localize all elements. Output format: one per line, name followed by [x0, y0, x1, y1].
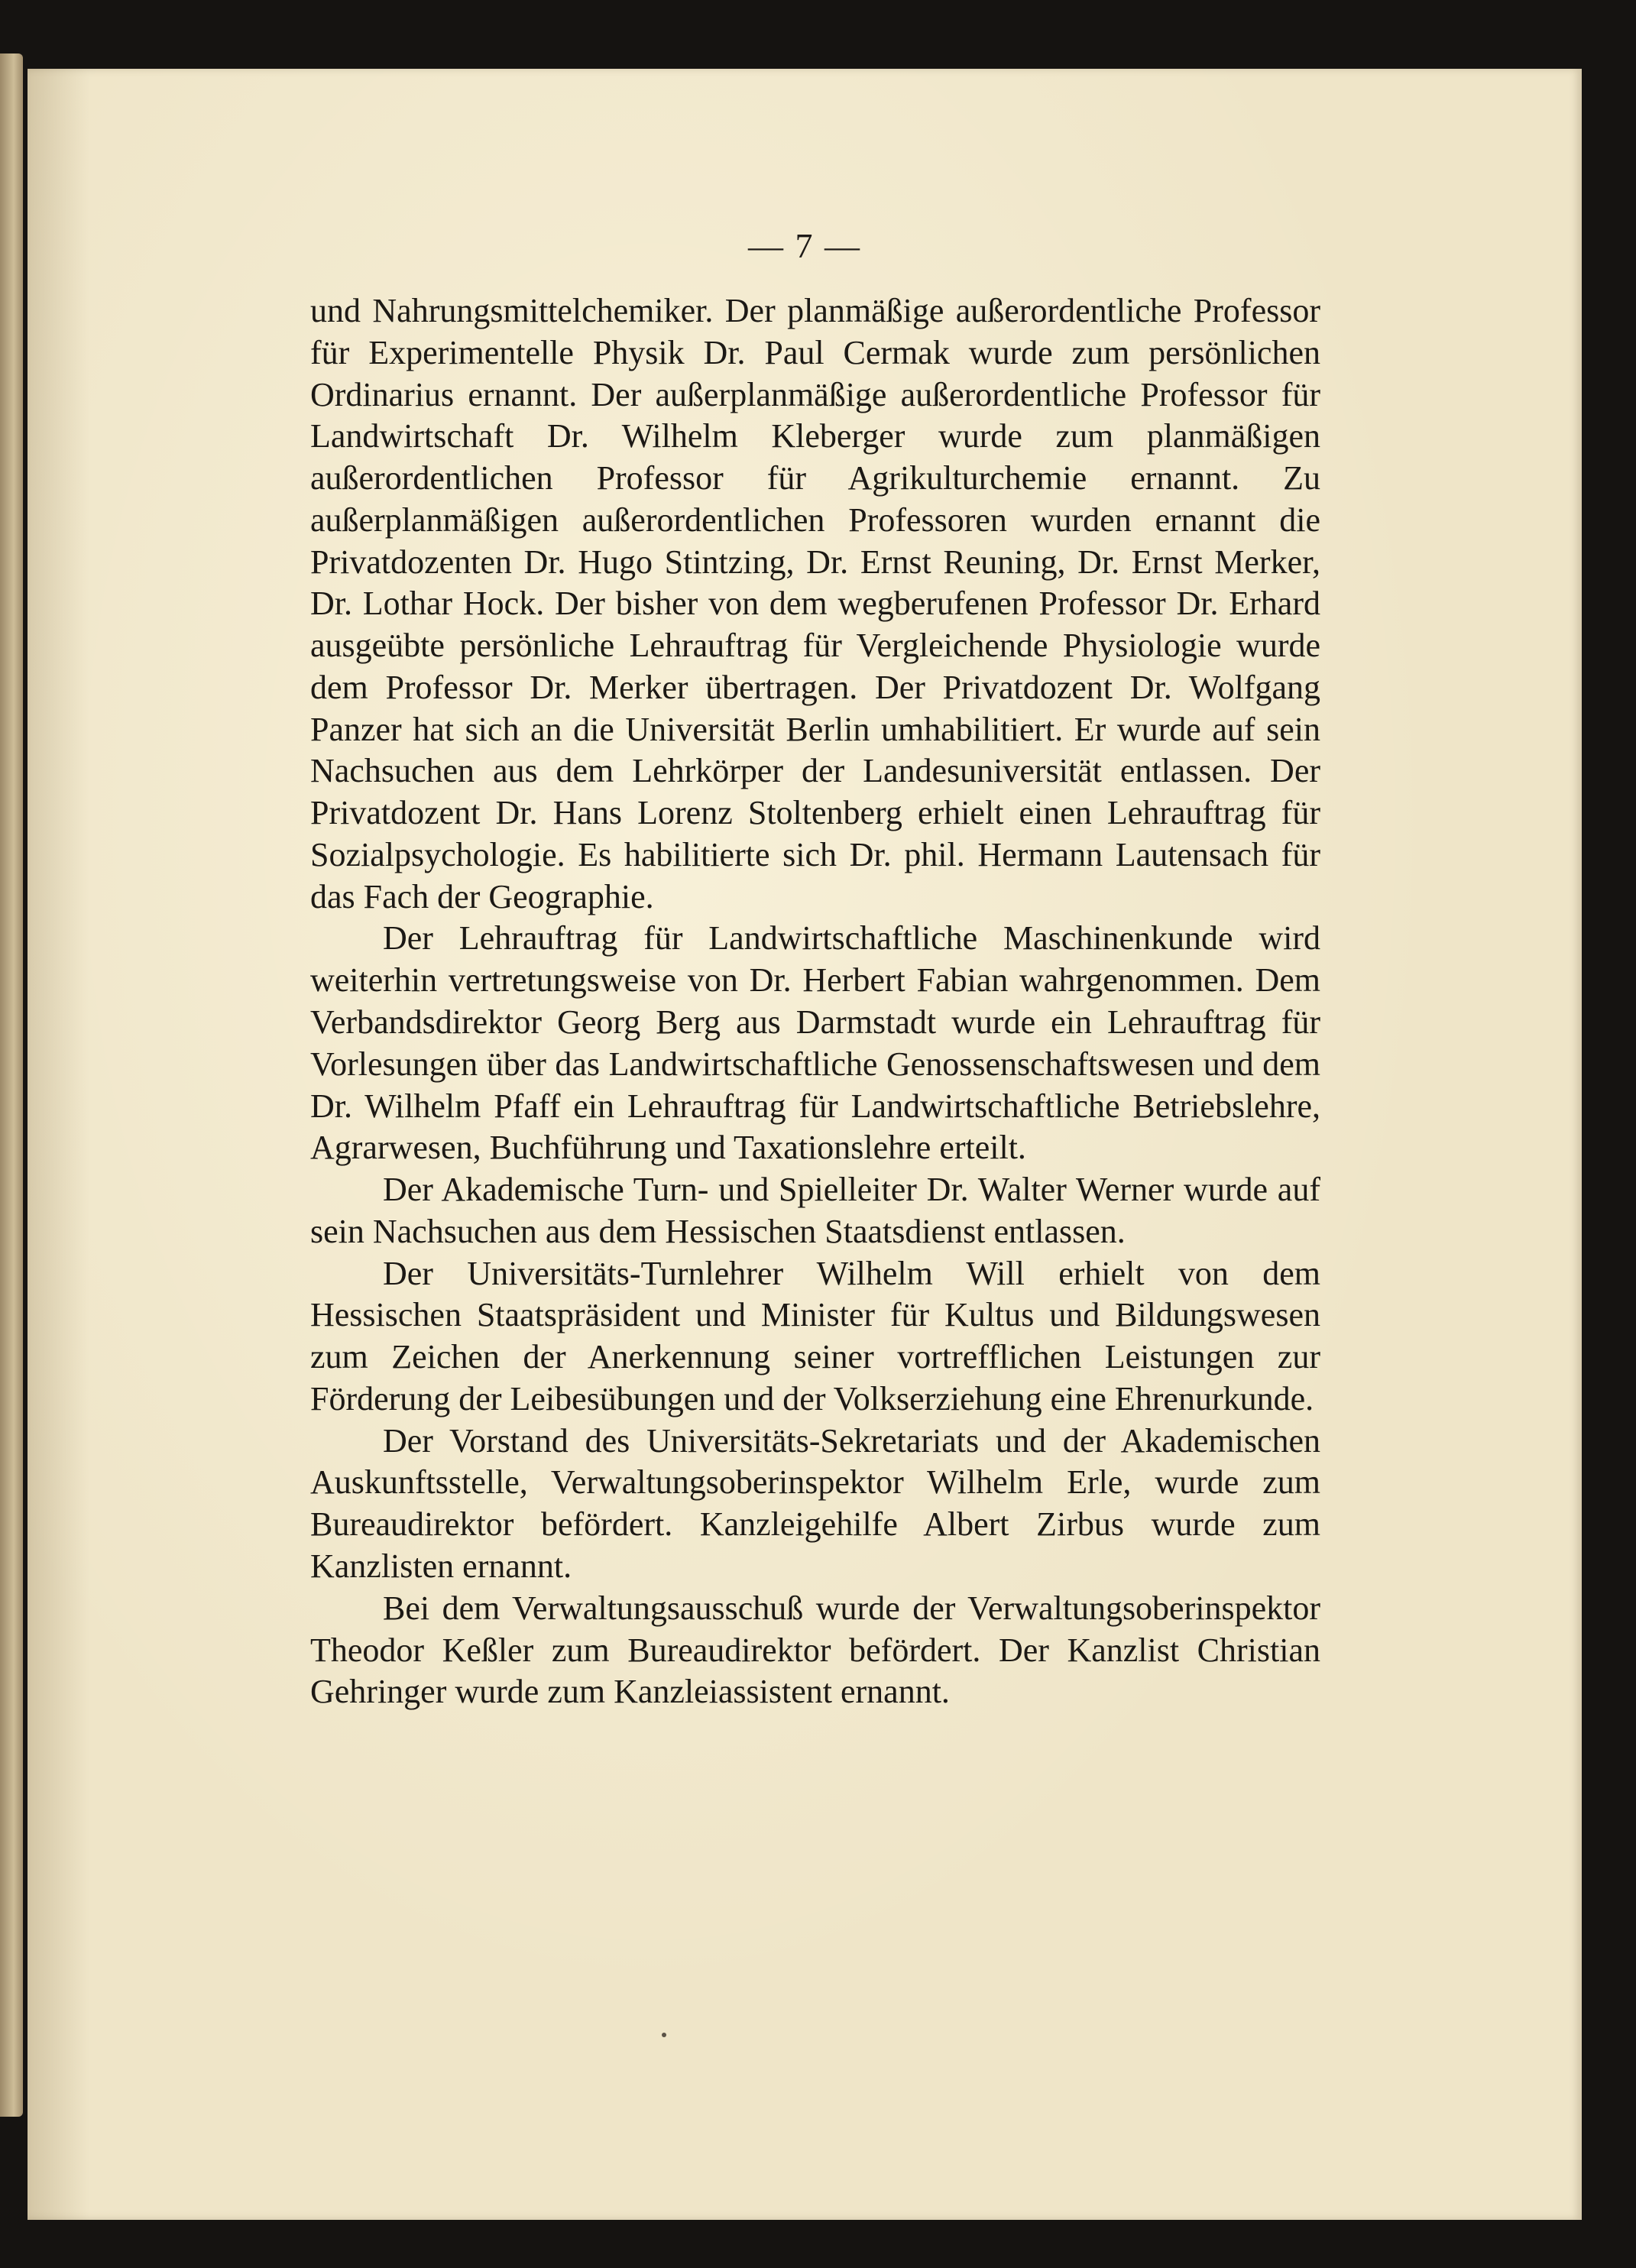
facing-page-edge	[0, 53, 23, 2117]
paragraph-administrative-committee: Bei dem Verwaltungsausschuß wurde der Verwaltungsoberinspektor Theodor Keßler zum Bureaudirektor befördert. Der Kanzlist Christian Gehringer wurde zum Kanzleiassistent ernannt.	[310, 1589, 1320, 1711]
ink-speck	[662, 2033, 666, 2037]
page-number: — 7 —	[748, 226, 861, 265]
paragraph-lectureships: Der Lehrauftrag für Landwirtschaftliche Maschinenkunde wird weiterhin vertretungsweise von Dr. Herbert Fabian wahrgenommen. Dem Verbandsdirektor Georg Berg aus Darmstadt wurde ein Lehrauftrag für Vorlesungen über das Landwirtschaftliche Genossenschaftswesen und dem Dr. Wilhelm Pfaff ein Lehrauftrag für Landwirtschaftliche Betriebslehre, Agrarwesen, Buchführung und Taxationslehre erteilt.	[310, 919, 1320, 1167]
document-page	[28, 69, 1582, 2220]
body-text	[310, 290, 1320, 1713]
paragraph-gymnastics-teacher: Der Universitäts-Turnlehrer Wilhelm Will erhielt von dem Hessischen Staatspräsident und Minister für Kultus und Bildungswesen zum Zeichen der Anerkennung seiner vortrefflichen Leistungen zur Förderung der Leibesübungen und der Volkserziehung eine Ehrenurkunde.	[310, 1254, 1320, 1418]
paragraph-faculty-appointments: und Nahrungsmittelchemiker. Der planmäßige außerordentliche Professor für Experimentelle Physik Dr. Paul Cermak wurde zum persönlichen Ordinarius ernannt. Der außerplanmäßige außerordentliche Professor für Landwirtschaft Dr. Wilhelm Kleberger wurde zum planmäßigen außerordentlichen Professor für Agrikulturchemie ernannt. Zu außerplanmäßigen außerordentlichen Professoren wurden ernannt die Privatdozenten Dr. Hugo Stintzing, Dr. Ernst Reuning, Dr. Ernst Merker, Dr. Lothar Hock. Der bisher von dem wegberufenen Professor Dr. Erhard ausgeübte persönliche Lehrauftrag für Vergleichende Physiologie wurde dem Professor Dr. Merker übertragen. Der Privatdozent Dr. Wolfgang Panzer hat sich an die Universität Berlin umhabilitiert. Er wurde auf sein Nachsuchen aus dem Lehrkörper der Landesuniversität entlassen. Der Privatdozent Dr. Hans Lorenz Stoltenberg erhielt einen Lehrauftrag für Sozialpsychologie. Es habilitierte sich Dr. phil. Hermann Lautensach für das Fach der Geographie.	[310, 292, 1320, 915]
paragraph-secretariat: Der Vorstand des Universitäts-Sekretariats und der Akademischen Auskunftsstelle, Verwaltungsoberinspektor Wilhelm Erle, wurde zum Bureaudirektor befördert. Kanzleigehilfe Albert Zirbus wurde zum Kanzlisten ernannt.	[310, 1421, 1320, 1585]
paragraph-sports-director: Der Akademische Turn- und Spielleiter Dr. Walter Werner wurde auf sein Nachsuchen aus dem Hessischen Staatsdienst entlassen.	[310, 1171, 1320, 1250]
